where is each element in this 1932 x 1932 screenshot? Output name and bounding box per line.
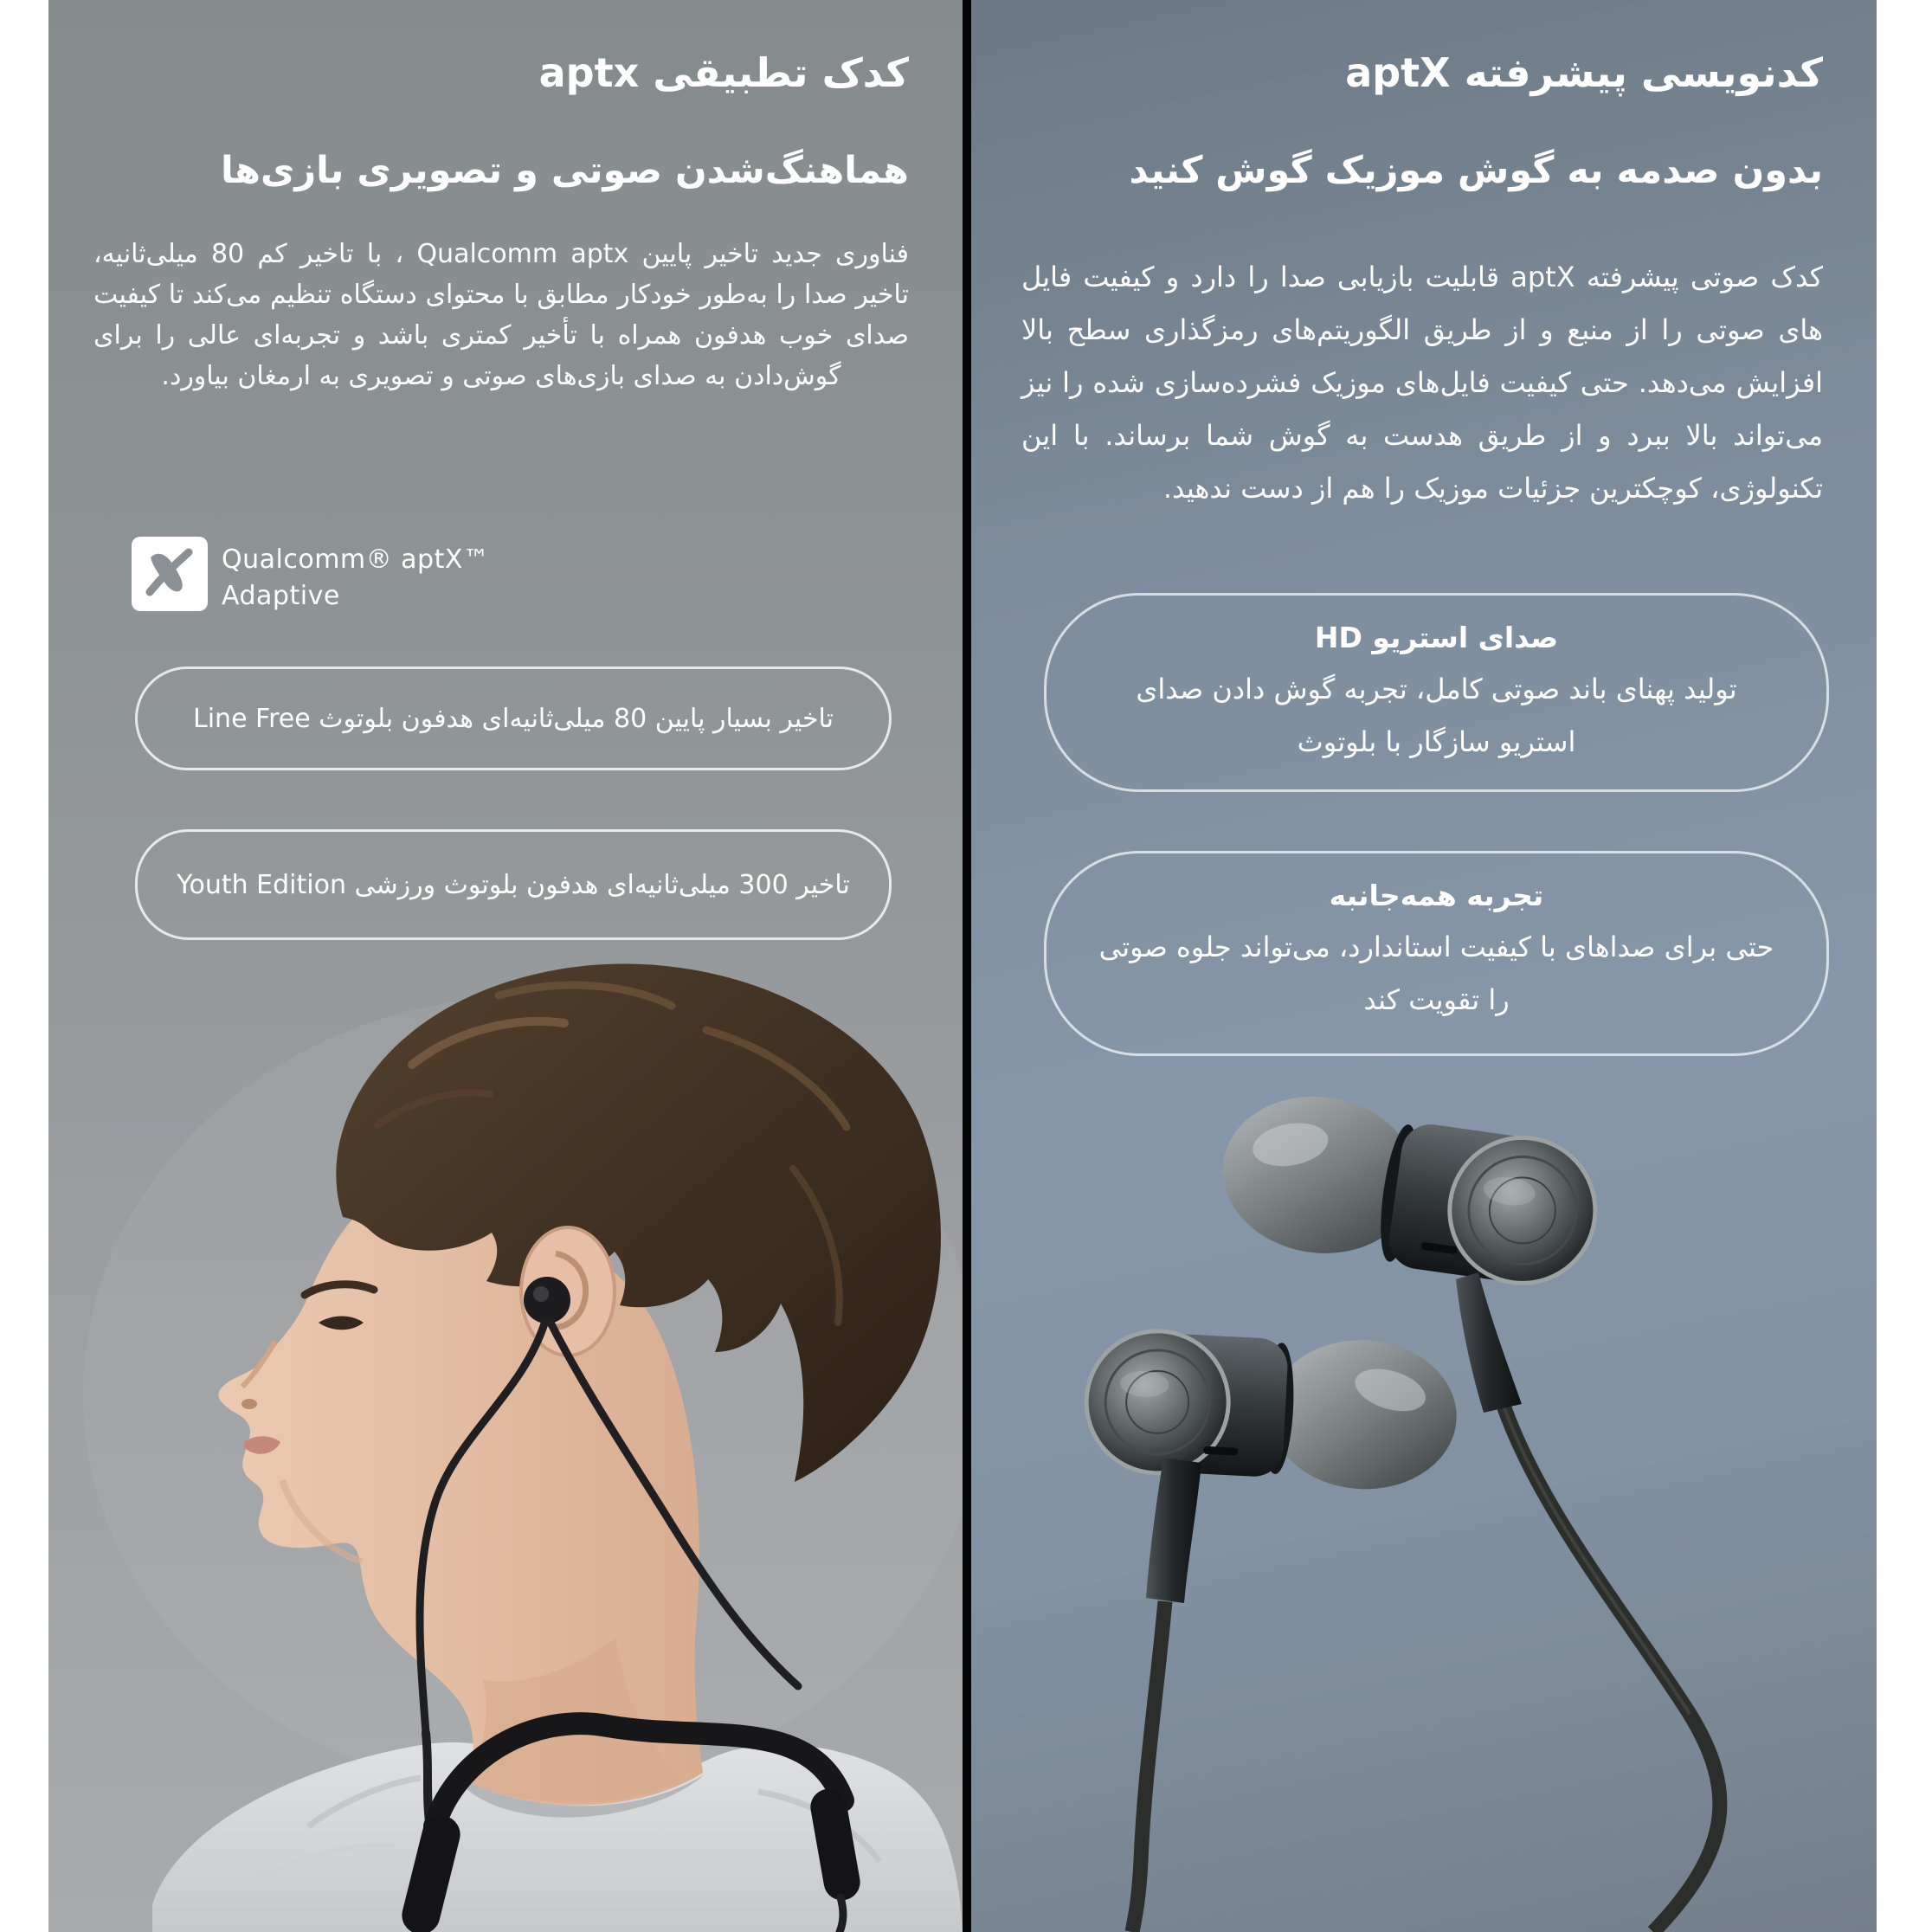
feature-card-hd-stereo [1044, 593, 1829, 792]
right-subtitle: بدون صدمه به گوش موزیک گوش کنید [1129, 148, 1823, 192]
aptx-advanced-section [971, 0, 1877, 1932]
card-title: صدای استریو HD [1314, 621, 1559, 654]
card-title: تجربه همه‌جانبه [1329, 879, 1544, 912]
logo-brand-text: Qualcomm® aptX™ [222, 544, 490, 575]
aptx-adaptive-section [48, 0, 963, 1932]
panel-divider [963, 0, 971, 1932]
latency-badge-youth-edition: تاخیر 300 میلی‌ثانیه‌ای هدفون بلوتوث ورزشی Youth Edition [135, 829, 892, 940]
left-subtitle: هماهنگ‌شدن صوتی و تصویری بازی‌ها [221, 148, 909, 192]
earbuds-photo [971, 995, 1877, 1932]
model-photo [48, 909, 963, 1932]
left-description: فناوری جدید تاخیر پایین Qualcomm aptx ، با تاخیر کم 80 میلی‌ثانیه، تاخیر صدا را به‌طور خودکار مطابق با محتوای دستگاه تنظیم می‌کند تا کیفیت صدای خوب هدفون همراه با تأخیر کمتری باشد و تجربه‌ای عالی را برای گوش‌دادن به صدای بازی‌های صوتی و تصویری به ارمغان بیاورد. [93, 239, 909, 391]
right-description: کدک صوتی پیشرفته aptX قابلیت بازیابی صدا را دارد و کیفیت فایل های صوتی را از منبع و از طریق الگوریتم‌های رمزگذاری سطح بالا افزایش می‌دهد. حتی کیفیت فایل‌های موزیک فشرده‌سازی شده را نیز می‌تواند بالا ببرد و از طریق هدست به گوش شما برساند. با این تکنولوژی، کوچکترین جزئیات موزیک را هم از دست ندهید. [1021, 261, 1824, 505]
card-body: حتی برای صداهای با کیفیت استاندارد، می‌تواند جلوه صوتی را تقویت کند [1098, 931, 1774, 1016]
qualcomm-aptx-x-icon [132, 537, 208, 611]
right-title: کدنویسی پیشرفته aptX [1345, 48, 1823, 96]
qualcomm-aptx-logo [132, 537, 489, 615]
logo-variant-text: Adaptive [222, 581, 340, 611]
qualcomm-aptx-logo-text [222, 537, 489, 615]
latency-badge-line-free: تاخیر بسیار پایین 80 میلی‌ثانیه‌ای هدفون بلوتوث Line Free [135, 667, 892, 770]
left-title: کدک تطبیقی aptx [538, 48, 909, 96]
card-body: تولید پهنای باند صوتی کامل، تجربه گوش دادن صدای استریو سازگار با بلوتوث [1136, 673, 1737, 758]
